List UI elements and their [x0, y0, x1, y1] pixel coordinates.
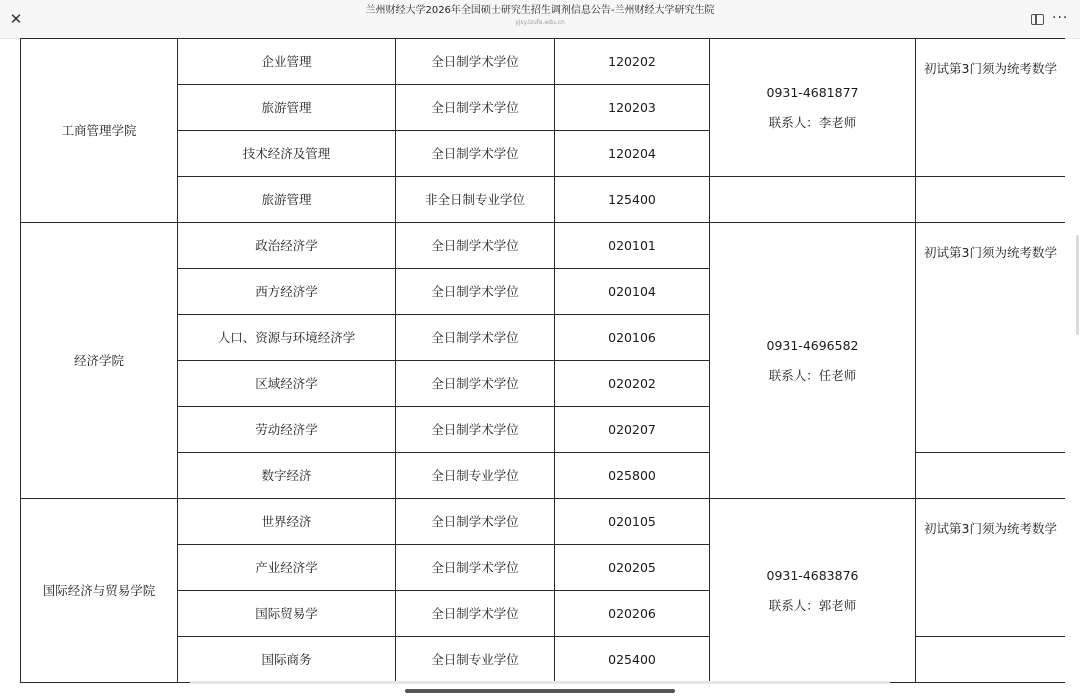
- major-code-cell: 020105: [555, 499, 710, 545]
- degree-type-cell: 全日制学术学位: [396, 545, 555, 591]
- major-cell: 人口、资源与环境经济学: [178, 315, 396, 361]
- page-url: yjsy.lzufe.edu.cn: [515, 19, 565, 26]
- reader-view-icon[interactable]: [1031, 14, 1044, 25]
- contact-phone: 0931-4696582: [766, 337, 859, 353]
- major-code-cell: 020206: [555, 591, 710, 637]
- degree-type-cell: 全日制学术学位: [396, 591, 555, 637]
- adjustment-table-container: [20, 38, 1065, 691]
- contact-person: 联系人：李老师: [768, 114, 857, 130]
- major-code-cell: 020202: [555, 361, 710, 407]
- major-cell: 国际贸易学: [178, 591, 396, 637]
- degree-type-cell: 全日制学术学位: [396, 39, 555, 85]
- contact-phone: 0931-4683876: [766, 567, 859, 583]
- degree-type-cell: 全日制专业学位: [396, 637, 555, 683]
- major-cell: 产业经济学: [178, 545, 396, 591]
- college-cell: 经济学院: [21, 223, 178, 499]
- empty-note-cell: [916, 453, 1066, 499]
- degree-type-cell: 全日制专业学位: [396, 453, 555, 499]
- major-cell: 企业管理: [178, 39, 396, 85]
- adjustment-table: [20, 38, 1065, 683]
- note-cell: 初试第3门须为统考数学: [916, 499, 1066, 637]
- empty-note-cell: [916, 637, 1066, 683]
- major-code-cell: 020205: [555, 545, 710, 591]
- degree-type-cell: 全日制学术学位: [396, 223, 555, 269]
- major-code-cell: 120203: [555, 85, 710, 131]
- contact-person: 联系人：郭老师: [768, 597, 857, 613]
- degree-type-cell: 全日制学术学位: [396, 499, 555, 545]
- table-row: [21, 177, 1066, 223]
- contact-phone: 0931-4681877: [766, 84, 859, 100]
- major-cell: 技术经济及管理: [178, 131, 396, 177]
- degree-type-cell: 非全日制专业学位: [396, 177, 555, 223]
- major-code-cell: 025800: [555, 453, 710, 499]
- degree-type-cell: 全日制学术学位: [396, 361, 555, 407]
- college-cell: 国际经济与贸易学院: [21, 499, 178, 683]
- major-code-cell: 120204: [555, 131, 710, 177]
- major-code-cell: 020104: [555, 269, 710, 315]
- major-cell: 西方经济学: [178, 269, 396, 315]
- contact-person: 联系人：任老师: [768, 367, 857, 383]
- major-cell: 政治经济学: [178, 223, 396, 269]
- note-cell: 初试第3门须为统考数学: [916, 39, 1066, 177]
- college-cell: 工商管理学院: [21, 39, 178, 223]
- degree-type-cell: 全日制学术学位: [396, 315, 555, 361]
- table-row: [21, 223, 1066, 269]
- horizontal-scrollbar[interactable]: [190, 681, 890, 684]
- major-cell: 数字经济: [178, 453, 396, 499]
- vertical-scrollbar[interactable]: [1076, 235, 1079, 335]
- table-row: [21, 499, 1066, 545]
- major-code-cell: 020207: [555, 407, 710, 453]
- home-indicator: [405, 689, 675, 693]
- contact-cell: [710, 499, 916, 683]
- empty-contact-cell: [710, 177, 916, 223]
- major-cell: 旅游管理: [178, 177, 396, 223]
- degree-type-cell: 全日制学术学位: [396, 407, 555, 453]
- degree-type-cell: 全日制学术学位: [396, 269, 555, 315]
- close-icon[interactable]: ✕: [9, 10, 23, 28]
- major-code-cell: 020106: [555, 315, 710, 361]
- major-code-cell: 020101: [555, 223, 710, 269]
- page-title: 兰州财经大学2026年全国硕士研究生招生调剂信息公告-兰州财经大学研究生院: [365, 5, 715, 16]
- major-code-cell: 025400: [555, 637, 710, 683]
- degree-type-cell: 全日制学术学位: [396, 131, 555, 177]
- major-code-cell: 125400: [555, 177, 710, 223]
- contact-cell: [710, 223, 916, 499]
- more-icon[interactable]: ···: [1052, 10, 1069, 26]
- major-cell: 国际商务: [178, 637, 396, 683]
- empty-note-cell: [916, 177, 1066, 223]
- major-cell: 区域经济学: [178, 361, 396, 407]
- table-row: [21, 39, 1066, 85]
- major-cell: 世界经济: [178, 499, 396, 545]
- degree-type-cell: 全日制学术学位: [396, 85, 555, 131]
- major-cell: 劳动经济学: [178, 407, 396, 453]
- major-cell: 旅游管理: [178, 85, 396, 131]
- contact-cell: [710, 39, 916, 177]
- note-cell: 初试第3门须为统考数学: [916, 223, 1066, 453]
- browser-topbar: [0, 0, 1080, 39]
- title-area: [250, 4, 830, 28]
- major-code-cell: 120202: [555, 39, 710, 85]
